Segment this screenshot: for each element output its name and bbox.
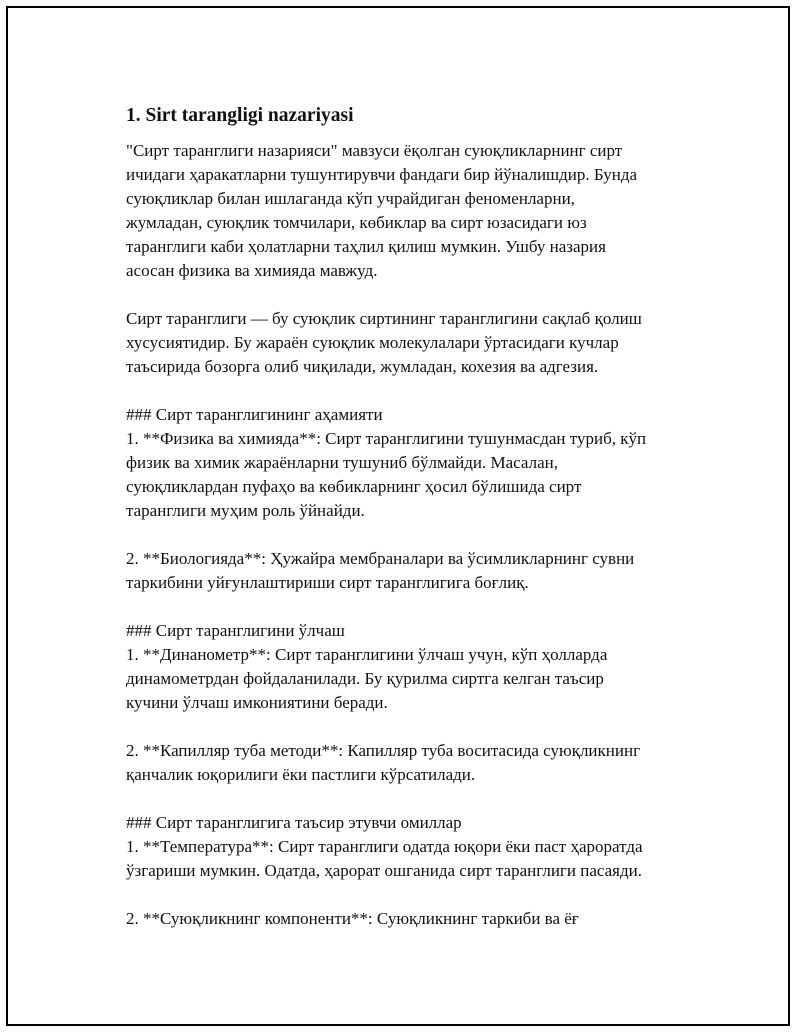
text-line: таранглиги каби ҳолатларни таҳлил қилиш мумкин. Ушбу назария <box>126 237 606 256</box>
text-line: 2. **Биологияда**: Ҳужайра мембраналари ва ўсимликларнинг сувни <box>126 549 635 568</box>
text-line: таркибини уйғунлаштириши сирт таранглигига боғлиқ. <box>126 573 529 592</box>
text-line: суюқликлардан пуфаҳо ва көбикларнинг ҳосил бўлишида сирт <box>126 477 582 496</box>
text-line: физик ва химик жараёнларни тушуниб бўлмайди. Масалан, <box>126 453 558 472</box>
text-line: 1. **Динанометр**: Сирт таранглигини ўлчаш учун, кўп ҳолларда <box>126 645 608 664</box>
text-line: хусусиятидир. Бу жараён суюқлик молекулалари ўртасидаги кучлар <box>126 333 619 352</box>
text-line: таъсирида бозорга олиб чиқилади, жумладан, кохезия ва адгезия. <box>126 357 599 376</box>
text-line: суюқликлар билан ишлаганда кўп учрайдиган феноменларни, <box>126 189 575 208</box>
blank-line <box>126 715 726 739</box>
text-line: ичидаги ҳаракатларни тушунтирувчи фандаги бир йўналишдир. Бунда <box>126 165 638 184</box>
blank-line <box>126 595 726 619</box>
text-line: Сирт таранглиги — бу суюқлик сиртининг таранглигини сақлаб қолиш <box>126 309 642 328</box>
text-line: кучини ўлчаш имкониятини беради. <box>126 693 388 712</box>
text-line: 2. **Суюқликнинг компоненти**: Суюқликнинг таркиби ва ёғ <box>126 909 579 928</box>
text-line: 1. **Температура**: Сирт таранглиги одатда юқори ёки паст ҳароратда <box>126 837 643 856</box>
blank-line <box>126 379 726 403</box>
page-frame <box>6 6 790 1026</box>
text-line: жумладан, суюқлик томчилари, көбиклар ва сирт юзасидаги юз <box>126 213 587 232</box>
section-heading: 1. Sirt tarangligi nazariyasi <box>126 105 354 126</box>
text-line: 2. **Капилляр туба методи**: Капилляр туба воситасида суюқликнинг <box>126 741 641 760</box>
text-line: динамометрдан фойдаланилади. Бу қурилма сиртга келган таъсир <box>126 669 604 688</box>
text-line: 1. **Физика ва химияда**: Сирт таранглигини тушунмасдан туриб, кўп <box>126 429 647 448</box>
paragraph-lines <box>126 139 726 931</box>
document-body <box>126 103 726 931</box>
text-line: ### Сирт таранглигининг аҳамияти <box>126 405 383 424</box>
text-line: ўзгариши мумкин. Одатда, ҳарорат ошганида сирт таранглиги пасаяди. <box>126 861 642 880</box>
text-line: ### Сирт таранглигига таъсир этувчи омиллар <box>126 813 462 832</box>
blank-line <box>126 283 726 307</box>
text-line: қанчалик юқорилиги ёки пастлиги кўрсатилади. <box>126 765 476 784</box>
blank-line <box>126 523 726 547</box>
blank-line <box>126 787 726 811</box>
text-line: ### Сирт таранглигини ўлчаш <box>126 621 345 640</box>
text-line: асосан физика ва химияда мавжуд. <box>126 261 378 280</box>
text-line: "Сирт таранглиги назарияси" мавзуси ёқолган суюқликларнинг сирт <box>126 141 623 160</box>
text-line: таранглиги муҳим роль ўйнайди. <box>126 501 365 520</box>
blank-line <box>126 883 726 907</box>
